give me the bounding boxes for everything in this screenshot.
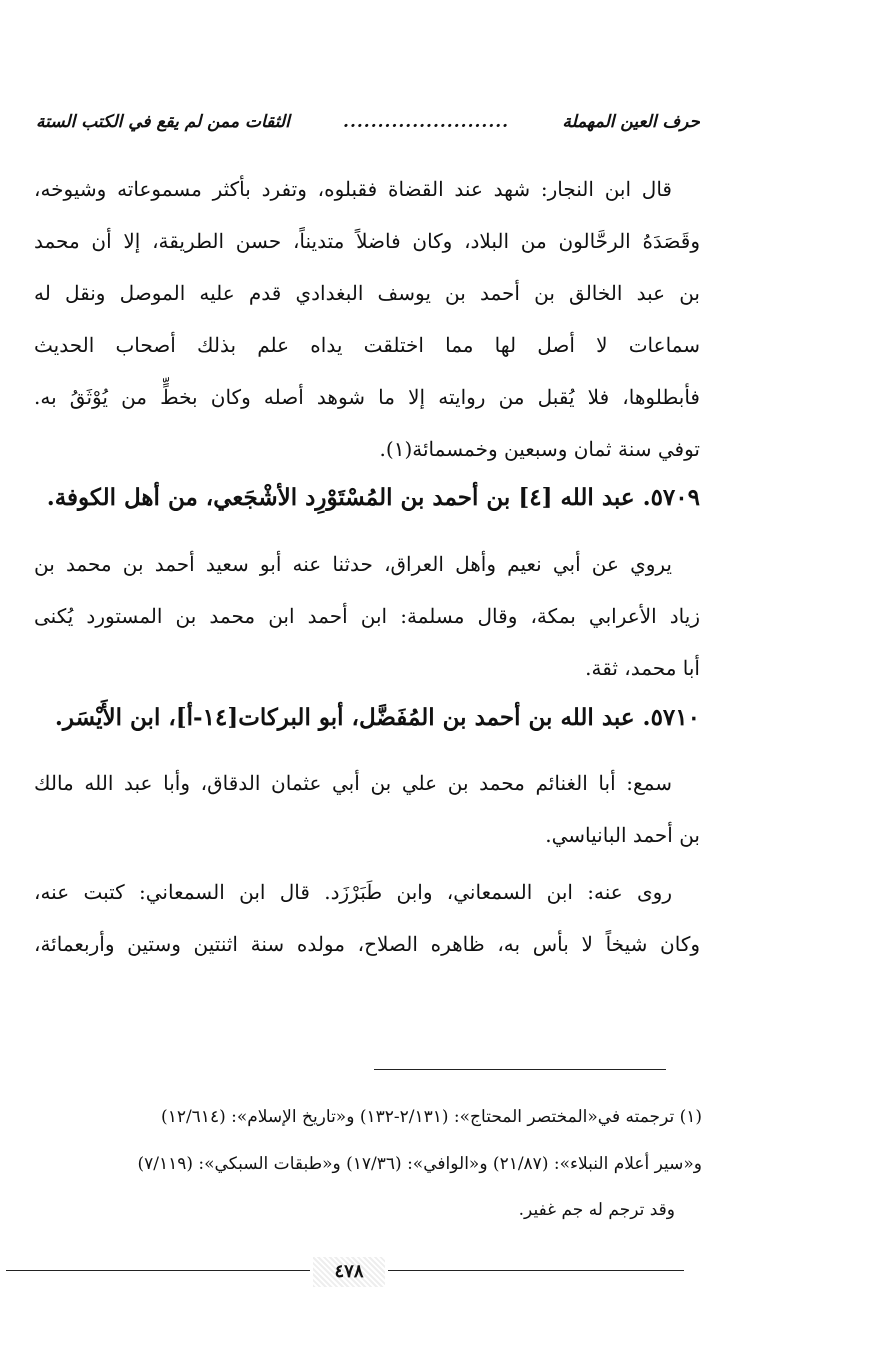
footnote-line: (١) ترجمته في«المختصر المحتاج»: (٢/١٣١-١٣٢) و«تاريخ الإسلام»: (١٢/٦١٤) xyxy=(161,1107,702,1127)
footnote-line: و«سير أعلام النبلاء»: (٢١/٨٧) و«الوافي»: (١٧/٣٦) و«طبقات السبكي»: (٧/١١٩) xyxy=(137,1154,702,1174)
text-line: سماعات لا أصل لها مما اختلقت يداه علم بذلك أصحاب الحديث xyxy=(34,333,700,357)
header-section-title: حرف العين المهملة xyxy=(562,112,700,132)
header-dot-leader: ........................ xyxy=(343,112,510,132)
footer-rule-right xyxy=(388,1270,684,1271)
running-header xyxy=(36,112,700,132)
text-line: زياد الأعرابي بمكة، وقال مسلمة: ابن أحمد ابن محمد بن المستورد يُكنى xyxy=(34,604,700,628)
text-line: بن أحمد البانياسي. xyxy=(545,823,700,847)
header-book-title: الثقات ممن لم يقع في الكتب الستة xyxy=(36,112,290,132)
footnote-separator xyxy=(374,1069,666,1070)
page-number: ٤٧٨ xyxy=(313,1257,385,1287)
paragraph-ibn-najjar xyxy=(34,163,700,475)
text-line: قال ابن النجار: شهد عند القضاة فقبلوه، وتفرد بأكثر مسموعاته وشيوخه، xyxy=(34,177,672,201)
entry-body-5710-narrators xyxy=(34,866,700,970)
entry-heading-5710: ٥٧١٠. عبد الله بن أحمد بن المُفَضَّل، أبو البركات[١٤-أ]، ابن الأَيْسَر. xyxy=(54,704,700,731)
text-line: وكان شيخاً لا بأس به، ظاهره الصلاح، مولده سنة اثنتين وستين وأربعمائة، xyxy=(34,932,700,956)
text-line: توفي سنة ثمان وسبعين وخمسمائة(١). xyxy=(379,437,700,461)
text-line: سمع: أبا الغنائم محمد بن علي بن أبي عثمان الدقاق، وأبا عبد الله مالك xyxy=(34,771,672,795)
text-line: وقَصَدَهُ الرحَّالون من البلاد، وكان فاضلاً متديناً، حسن الطريقة، إلا أن محمد xyxy=(34,229,700,253)
text-line: فأبطلوها، فلا يُقبل من روايته إلا ما شوهد أصله وكان بخطٍّ من يُوْثَقُ به. xyxy=(34,385,700,409)
text-line: يروي عن أبي نعيم وأهل العراق، حدثنا عنه أبو سعيد أحمد بن محمد بن xyxy=(34,552,672,576)
footer-rule-left xyxy=(6,1270,310,1271)
entry-heading-5709: ٥٧٠٩. عبد الله [٤] بن أحمد بن المُسْتَوْرِد الأشْجَعي، من أهل الكوفة. xyxy=(46,484,700,511)
entry-body-5709 xyxy=(34,538,700,694)
text-line: أبا محمد، ثقة. xyxy=(585,656,700,680)
footnote-line: وقد ترجم له جم غفير. xyxy=(518,1200,675,1220)
entry-body-5710-heard xyxy=(34,757,700,861)
text-line: روى عنه: ابن السمعاني، وابن طَبَرْزَد. قال ابن السمعاني: كتبت عنه، xyxy=(34,880,672,904)
text-line: بن عبد الخالق بن أحمد بن يوسف البغدادي قدم عليه الموصل ونقل له xyxy=(34,281,700,305)
